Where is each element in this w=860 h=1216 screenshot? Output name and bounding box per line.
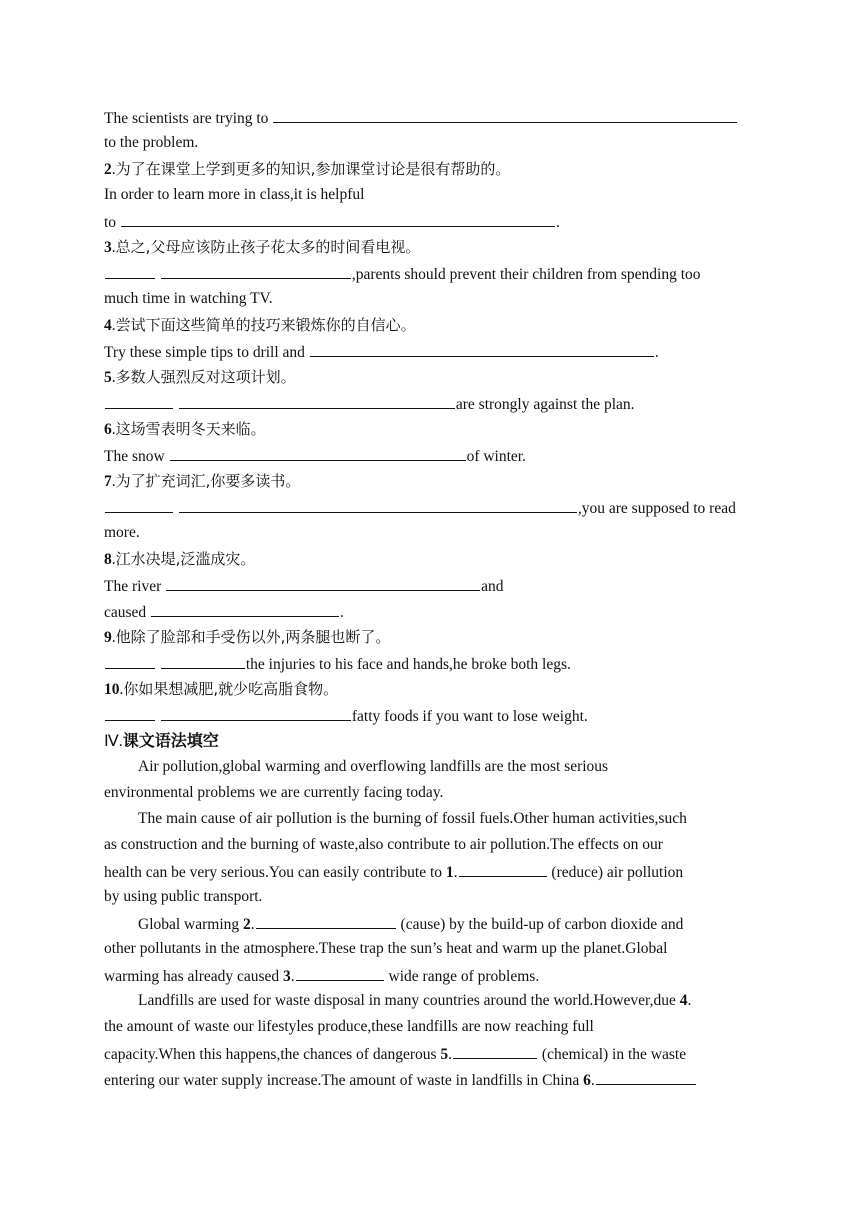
item3-chinese: 总之,父母应该防止孩子花太多的时间看电视。 <box>115 238 421 256</box>
passage-text: by using public transport. <box>104 888 263 905</box>
passage-blank-6[interactable] <box>596 1066 696 1085</box>
item8-en-line1 <box>104 572 764 598</box>
item8-chinese: 江水决堤,泛滥成灾。 <box>115 550 256 568</box>
item9-blank-1[interactable] <box>105 650 155 669</box>
passage-p4-line3: capacity.When this happens,the chances of dangerous 5. (chemical) in the waste <box>104 1040 764 1066</box>
section4-heading <box>104 728 764 754</box>
passage-text: (cause) by the build-up of carbon dioxide and <box>400 916 684 933</box>
item2-zh: 2.为了在课堂上学到更多的知识,参加课堂讨论是很有帮助的。 <box>104 160 511 178</box>
item10-blank-2[interactable] <box>161 702 351 721</box>
passage-p3-line1: Global warming 2. (cause) by the build-up of carbon dioxide and <box>104 910 764 936</box>
item3-blank-1[interactable] <box>105 260 155 279</box>
item6-zh: 6.这场雪表明冬天来临。 <box>104 420 266 438</box>
item5-number: 5 <box>104 369 112 386</box>
item6-number: 6 <box>104 421 112 438</box>
item6-blank[interactable] <box>170 442 466 461</box>
item7-en-line2 <box>104 520 764 546</box>
item5-blank-1[interactable] <box>105 390 173 409</box>
item7-blank-1[interactable] <box>105 494 173 513</box>
item9-blank-2[interactable] <box>161 650 245 669</box>
item1-text: The scientists are trying to <box>104 110 269 127</box>
item2-number: 2 <box>104 161 112 178</box>
item2-blank[interactable] <box>121 208 555 227</box>
item8-en-line2 <box>104 598 764 624</box>
item8-text: The river <box>104 578 162 595</box>
passage-blank-5[interactable] <box>453 1040 537 1059</box>
item9-chinese: 他除了脸部和手受伤以外,两条腿也断了。 <box>115 628 391 646</box>
passage-p4-line1: Landfills are used for waste disposal in many countries around the world.However,due 4. <box>138 992 692 1009</box>
item2-text-end: . <box>555 214 560 231</box>
item10-blank-1[interactable] <box>105 702 155 721</box>
blank-number-3: 3 <box>283 968 291 985</box>
passage-p3-line2 <box>104 936 764 962</box>
blank-number-5: 5 <box>440 1046 449 1063</box>
item8-zh: 8.江水决堤,泛滥成灾。 <box>104 550 256 568</box>
item3-en-line1 <box>104 260 764 286</box>
section4-title: 课文语法填空 <box>122 731 219 750</box>
item4-zh: 4.尝试下面这些简单的技巧来锻炼你的自信心。 <box>104 316 416 334</box>
item6-en <box>104 442 764 468</box>
passage-text: (reduce) air pollution <box>551 864 684 881</box>
item8-number: 8 <box>104 551 112 568</box>
passage-text: wide range of problems. <box>388 968 540 985</box>
item9-en <box>104 650 764 676</box>
item10-zh: 10.你如果想减肥,就少吃高脂食物。 <box>104 680 339 698</box>
passage-p2-line1 <box>104 806 764 832</box>
passage-text: as construction and the burning of waste,also contribute to air pollution.The effects on our <box>104 836 663 853</box>
passage-text: warming has already caused <box>104 968 280 985</box>
passage-text: (chemical) in the waste <box>541 1046 687 1063</box>
passage-blank-2[interactable] <box>256 910 396 929</box>
passage-text: The main cause of air pollution is the burning of fossil fuels.Other human activities,such <box>138 810 687 827</box>
item10-number: 10 <box>104 681 120 698</box>
item1-en-line2 <box>104 130 764 156</box>
item1-text-end: to the problem. <box>104 134 199 151</box>
item7-chinese: 为了扩充词汇,你要多读书。 <box>115 472 301 490</box>
item7-number: 7 <box>104 473 112 490</box>
passage-p1-line2 <box>104 780 764 806</box>
item10-en <box>104 702 764 728</box>
blank-number-1: 1 <box>445 864 454 881</box>
item8-blank-2[interactable] <box>151 598 339 617</box>
passage-p4-line4: entering our water supply increase.The amount of waste in landfills in China 6. <box>104 1066 764 1092</box>
item8-text-caused: caused <box>104 604 147 621</box>
passage-blank-3[interactable] <box>296 962 384 981</box>
item9-number: 9 <box>104 629 112 646</box>
passage-p3-line3: warming has already caused 3. wide range of problems. <box>104 962 764 988</box>
item7-en-line1 <box>104 494 764 520</box>
passage-text: Landfills are used for waste disposal in many countries around the world.However,due <box>138 992 676 1009</box>
passage-text: entering our water supply increase.The amount of waste in landfills in China <box>104 1072 580 1089</box>
item2-chinese: 为了在课堂上学到更多的知识,参加课堂讨论是很有帮助的。 <box>115 160 511 178</box>
passage-text: the amount of waste our lifestyles produce,these landfills are now reaching full <box>104 1018 594 1035</box>
item6-text-end: of winter. <box>466 448 526 465</box>
passage-p2-line3: health can be very serious.You can easily contribute to 1. (reduce) air pollution <box>104 858 764 884</box>
item4-en <box>104 338 764 364</box>
item4-text: Try these simple tips to drill and <box>104 344 305 361</box>
passage-text: environmental problems we are currently facing today. <box>104 784 444 801</box>
item9-zh: 9.他除了脸部和手受伤以外,两条腿也断了。 <box>104 628 391 646</box>
item5-text: are strongly against the plan. <box>455 396 635 413</box>
item7-text-end: more. <box>104 524 140 541</box>
item10-text: fatty foods if you want to lose weight. <box>351 708 588 725</box>
blank-number-6: 6 <box>583 1072 591 1089</box>
item8-blank-1[interactable] <box>166 572 480 591</box>
item7-zh: 7.为了扩充词汇,你要多读书。 <box>104 472 301 490</box>
item2-text-start: to <box>104 214 117 231</box>
item7-text: ,you are supposed to read <box>577 500 736 517</box>
item10-chinese: 你如果想减肥,就少吃高脂食物。 <box>123 680 339 698</box>
passage-blank-1[interactable] <box>459 858 547 877</box>
item8-text-end: . <box>340 604 344 621</box>
item3-number: 3 <box>104 239 112 256</box>
item4-chinese: 尝试下面这些简单的技巧来锻炼你的自信心。 <box>115 316 416 334</box>
passage-text: other pollutants in the atmosphere.These trap the sun’s heat and warm up the planet.Global <box>104 940 668 957</box>
passage-p2-line4 <box>104 884 764 910</box>
passage-text: Global warming <box>138 916 240 933</box>
item3-en-line2 <box>104 286 764 312</box>
item2-en-line1 <box>104 182 764 208</box>
item9-text: the injuries to his face and hands,he broke both legs. <box>245 656 571 673</box>
item6-text: The snow <box>104 448 165 465</box>
section4-number: Ⅳ. <box>104 733 123 750</box>
item5-zh: 5.多数人强烈反对这项计划。 <box>104 368 296 386</box>
item7-blank-2[interactable] <box>179 494 577 513</box>
item6-chinese: 这场雪表明冬天来临。 <box>115 420 266 438</box>
document-page <box>104 104 764 1092</box>
item3-blank-2[interactable] <box>161 260 351 279</box>
passage-text: capacity.When this happens,the chances of dangerous <box>104 1046 437 1063</box>
item2-text: In order to learn more in class,it is helpful <box>104 186 365 203</box>
blank-number-4: 4 <box>679 992 688 1009</box>
item4-blank[interactable] <box>310 338 654 357</box>
item1-blank[interactable] <box>273 104 737 123</box>
item8-text-and: and <box>481 578 504 595</box>
item3-text: ,parents should prevent their children from spending too <box>351 266 701 283</box>
item4-text-end: . <box>654 344 659 361</box>
item1-en-line1 <box>104 104 764 130</box>
item3-zh: 3.总之,父母应该防止孩子花太多的时间看电视。 <box>104 238 421 256</box>
item5-blank-2[interactable] <box>179 390 455 409</box>
item4-number: 4 <box>104 317 112 334</box>
passage-p4-line2 <box>104 1014 764 1040</box>
item3-text-end: much time in watching TV. <box>104 290 273 307</box>
item5-chinese: 多数人强烈反对这项计划。 <box>115 368 296 386</box>
passage-p1-line1 <box>104 754 764 780</box>
passage-text: health can be very serious.You can easily contribute to <box>104 864 443 881</box>
item5-en <box>104 390 764 416</box>
blank-number-2: 2 <box>243 916 251 933</box>
passage-text: Air pollution,global warming and overflowing landfills are the most serious <box>138 758 609 775</box>
passage-p2-line2 <box>104 832 764 858</box>
item2-en-line2 <box>104 208 764 234</box>
